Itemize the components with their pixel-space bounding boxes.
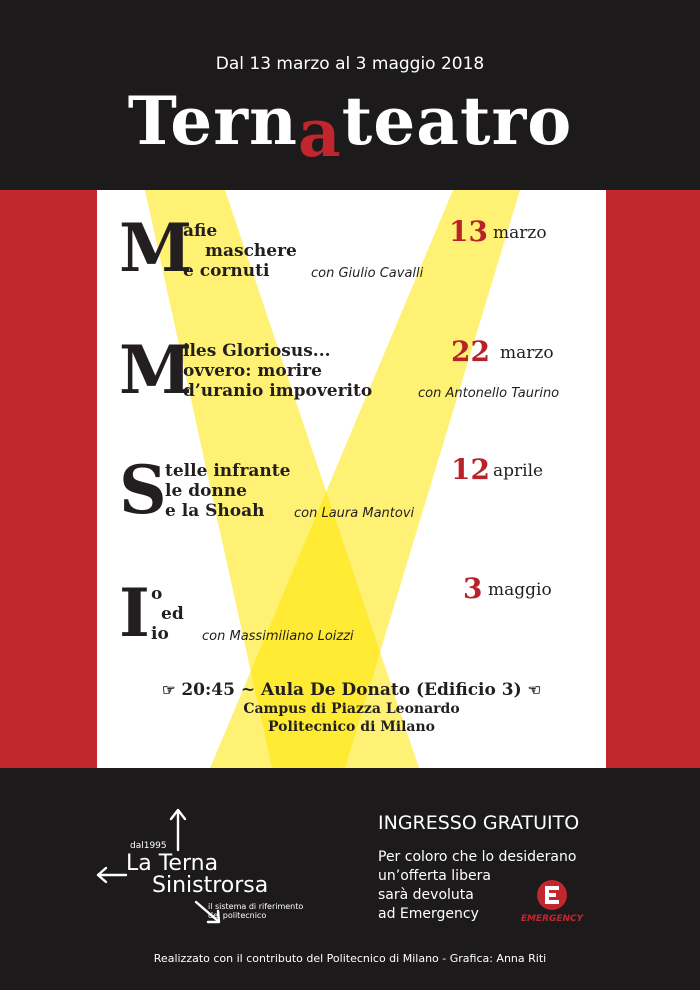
donation-line-2: un’offerta libera <box>378 868 491 884</box>
title-part-1: Tern <box>127 82 298 160</box>
logo-name-line-1: La Terna <box>126 851 219 876</box>
poster-header <box>0 0 700 190</box>
event-3 <box>97 451 606 567</box>
event-4-title-line-2: ed <box>161 604 184 624</box>
credits: Realizzato con il contributo del Politecnico di Milano - Grafica: Anna Riti <box>153 952 547 965</box>
event-4-day: 3 <box>463 572 483 605</box>
event-1-title-line-1: afie <box>183 221 218 241</box>
event-3-day: 12 <box>451 453 490 486</box>
title-part-2: a <box>298 94 342 172</box>
logo-tagline-2: del politecnico <box>208 911 267 920</box>
program-panel <box>97 190 606 768</box>
event-3-title-line-3: e la Shoah <box>165 501 265 521</box>
event-1-title-line-2: maschere <box>205 241 297 261</box>
event-4 <box>97 572 606 690</box>
logo-tagline-1: il sistema di riferimento <box>208 902 304 911</box>
donation-line-3: sarà devoluta <box>378 887 474 903</box>
emergency-logo <box>512 878 592 928</box>
poster-footer <box>0 768 700 990</box>
venue-line-1 <box>97 680 606 700</box>
emergency-logo-icon <box>512 878 592 914</box>
emergency-label: EMERGENCY <box>520 914 584 924</box>
venue-university: Politecnico di Milano <box>268 719 435 735</box>
event-1 <box>97 209 606 325</box>
event-2-initial: M <box>119 331 193 409</box>
venue-info <box>97 680 606 736</box>
event-2-month: marzo <box>500 343 554 363</box>
event-3-title-line-2: le donne <box>165 481 247 501</box>
venue-time-room: 20:45 ~ Aula De Donato (Edificio 3) <box>181 680 522 700</box>
free-entry-heading: INGRESSO GRATUITO <box>378 812 580 834</box>
event-1-day: 13 <box>449 215 488 248</box>
event-2-title-line-3: d’uranio impoverito <box>183 381 373 401</box>
event-1-performer: con Giulio Cavalli <box>311 266 424 281</box>
event-4-title-line-1: o <box>151 584 163 604</box>
event-1-initial: M <box>119 209 193 287</box>
venue-campus: Campus di Piazza Leonardo <box>243 701 460 717</box>
event-4-initial: I <box>119 574 150 652</box>
event-2-title-line-1: iles Gloriosus... <box>183 341 331 361</box>
event-4-performer: con Massimiliano Loizzi <box>202 629 354 644</box>
donation-line-1: Per coloro che lo desiderano <box>378 849 577 865</box>
event-2-performer: con Antonello Taurino <box>418 386 560 401</box>
event-2-day: 22 <box>451 335 490 368</box>
donation-line-4: ad Emergency <box>378 906 479 922</box>
event-2 <box>97 331 606 447</box>
date-range: Dal 13 marzo al 3 maggio 2018 <box>215 54 485 74</box>
title-part-3: teatro <box>341 82 573 160</box>
event-4-title-line-3: io <box>151 624 169 644</box>
la-terna-sinistrorsa-logo <box>96 806 304 926</box>
event-2-title-line-2: ovvero: morire <box>183 361 322 381</box>
event-3-month: aprile <box>493 461 544 481</box>
event-3-initial: S <box>119 451 167 529</box>
event-1-month: marzo <box>493 223 547 243</box>
event-3-title-line-1: telle infrante <box>165 461 291 481</box>
event-3-performer: con Laura Mantovi <box>294 506 415 521</box>
event-4-month: maggio <box>488 580 552 600</box>
logo-name-line-2: Sinistrorsa <box>152 873 269 898</box>
pointing-hand-right-icon: ☞ <box>161 681 176 699</box>
logo-since: dal1995 <box>130 841 167 851</box>
pointing-hand-left-icon: ☜ <box>527 681 542 699</box>
poster-title <box>0 82 700 172</box>
event-1-title-line-3: e cornuti <box>183 261 270 281</box>
